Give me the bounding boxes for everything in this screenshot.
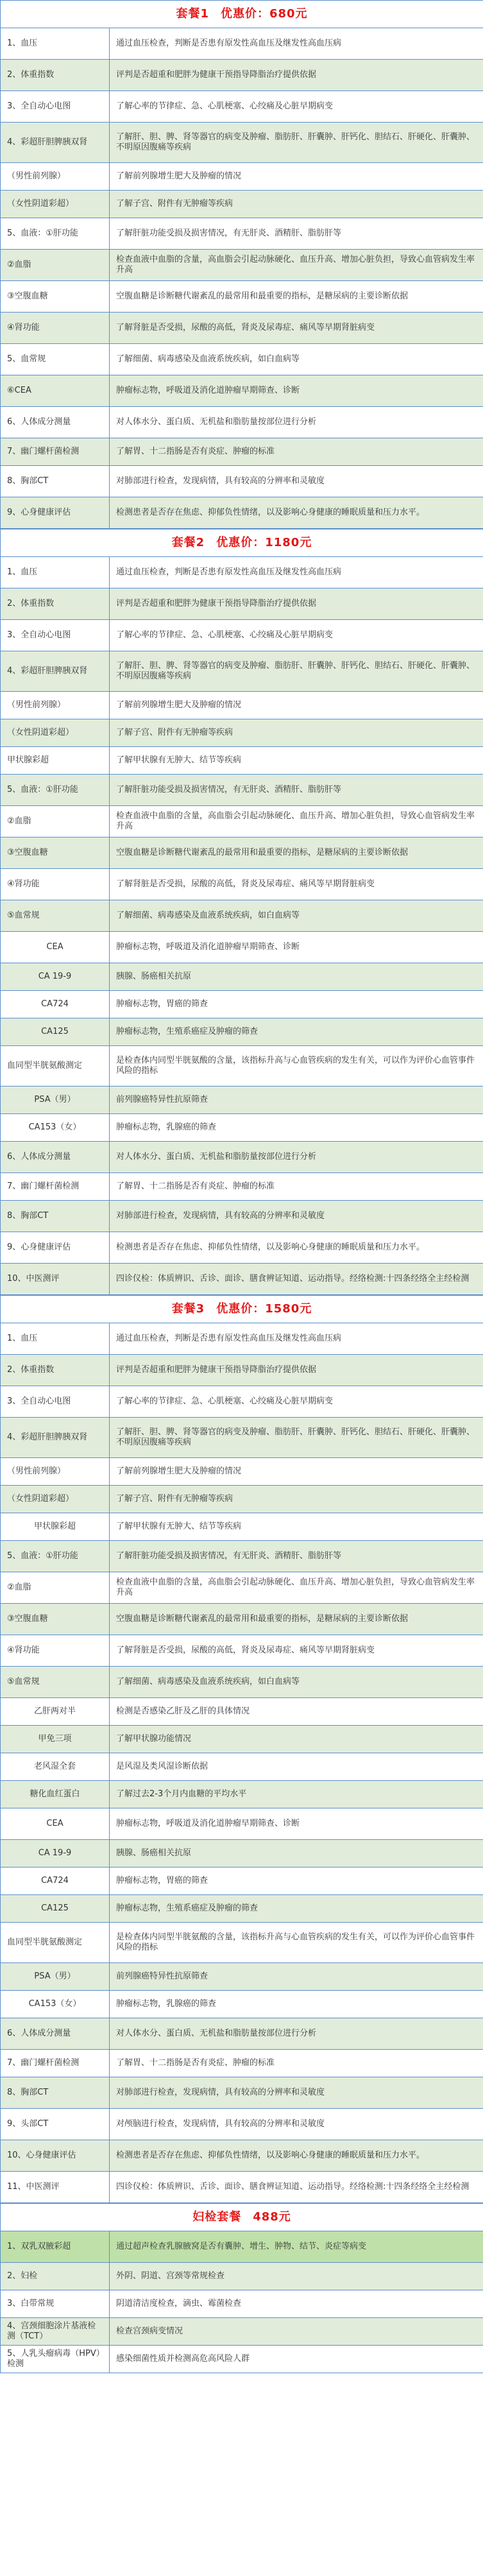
table-row [1,60,483,91]
exam-item-description: 外阴、阴道、宫颈等常规检查 [110,2263,483,2290]
table-row [1,407,483,438]
table-row [1,123,483,163]
exam-item-description: 空腹血糖是诊断糖代谢紊乱的最常用和最重要的指标，是糖尿病的主要诊断依据 [110,281,483,313]
exam-item-description: 肿瘤标志物，胃癌的筛查 [110,991,483,1018]
package-title: 套餐3 [171,1302,205,1316]
exam-item-description: 了解细菌、病毒感染及血液系统疾病，如白血病等 [110,1667,483,1698]
exam-item-name: ④肾功能 [1,1635,110,1667]
exam-item-description: 前列腺癌特异性抗原筛查 [110,1086,483,1114]
exam-item-description: 了解肾脏是否受损，尿酸的高低，肾炎及尿毒症、痛风等早期肾脏病变 [110,869,483,900]
exam-item-description: 了解前列腺增生肥大及肿瘤的情况 [110,1458,483,1486]
exam-item-description: 四诊仪检：体质辨识、舌诊、面诊、膳食辨证知道、运动指导。经络检测:十四条经络全主经检测 [110,1264,483,1295]
exam-item-name: 3、全自动心电图 [1,91,110,123]
exam-item-description: 是检查体内同型半胱氨酸的含量，该指标升高与心血管疾病的发生有关，可以作为评价心血管事件风险的指标 [110,1923,483,1963]
table-row [1,1541,483,1572]
table-row [1,2140,483,2172]
table-row [1,806,483,837]
exam-item-description: 通过超声检查乳腺腋窝是否有囊肿、增生、肿物、结节、炎症等病变 [110,2231,483,2263]
exam-item-name: 7、幽门螺杆菌检测 [1,1173,110,1201]
exam-item-description: 了解子宫、附件有无肿瘤等疾病 [110,1486,483,1513]
exam-item-name: 9、头部CT [1,2109,110,2140]
exam-item-name: CA125 [1,1895,110,1923]
exam-item-name: ②血脂 [1,806,110,837]
exam-item-description: 检查血液中血脂的含量，高血脂会引起动脉硬化、血压升高、增加心脏负担，导致心血管病发生率升高 [110,806,483,837]
exam-item-name: 3、全自动心电图 [1,1386,110,1418]
table-row [1,2290,483,2318]
table-row [1,1086,483,1114]
exam-item-description: 胰腺、肠癌相关抗原 [110,963,483,991]
exam-item-description: 对肺部进行检查，发现病情，具有较高的分辨率和灵敏度 [110,1201,483,1232]
exam-item-name: （男性前列腺） [1,163,110,191]
table-row [1,91,483,123]
exam-item-description: 了解子宫、附件有无肿瘤等疾病 [110,719,483,747]
table-row [1,1264,483,1295]
exam-item-description: 了解胃、十二指肠是否有炎症、肿瘤的标准 [110,1173,483,1201]
package-header [1,1,483,28]
table-row [1,747,483,775]
exam-item-description: 评判是否超重和肥胖为健康干预指导降脂治疗提供依据 [110,60,483,91]
exam-item-description: 评判是否超重和肥胖为健康干预指导降脂治疗提供依据 [110,588,483,620]
exam-item-name: 6、人体成分测量 [1,407,110,438]
table-row [1,1635,483,1667]
table-row [1,191,483,218]
table-row [1,557,483,588]
exam-item-description: 检测患者是否存在焦虑、抑郁负性情绪，以及影响心身健康的睡眠质量和压力水平。 [110,2140,483,2172]
package-price: 优惠价：680元 [220,7,308,21]
package-title-cell [1,1,483,28]
exam-item-description: 了解前列腺增生肥大及肿瘤的情况 [110,163,483,191]
package-title-cell [1,2204,483,2231]
package-header [1,1296,483,1323]
exam-item-name: 血同型半胱氨酸测定 [1,1046,110,1086]
package-title: 套餐2 [171,536,205,549]
table-row [1,588,483,620]
exam-item-description: 前列腺癌特异性抗原筛查 [110,1963,483,1991]
exam-item-name: 9、心身健康评估 [1,1232,110,1264]
table-row [1,900,483,932]
exam-item-description: 了解肾脏是否受损，尿酸的高低，肾炎及尿毒症、痛风等早期肾脏病变 [110,313,483,344]
exam-item-description: 阴道清洁度检查，滴虫、霉菌检查 [110,2290,483,2318]
table-row [1,1667,483,1698]
table-row [1,163,483,191]
table-row [1,1046,483,1086]
table-row [1,1232,483,1264]
exam-item-name: PSA（男） [1,1963,110,1991]
exam-item-description: 对颅脑进行检查，发现病情，具有较高的分辨率和灵敏度 [110,2109,483,2140]
exam-item-name: 2、体重指数 [1,1355,110,1386]
table-row [1,2050,483,2077]
table-row [1,775,483,806]
exam-item-description: 肿瘤标志物，乳腺癌的筛查 [110,1991,483,2018]
package-title-cell [1,1296,483,1323]
exam-item-description: 了解肝脏功能受损及损害情况，有无肝炎、酒精肝、脂肪肝等 [110,218,483,250]
table-row [1,1173,483,1201]
exam-item-description: 肿瘤标志物，生殖系癌症及肿瘤的筛查 [110,1018,483,1046]
table-row [1,1513,483,1541]
exam-item-name: 3、白带常规 [1,2290,110,2318]
exam-item-description: 是风湿及类风湿诊断依据 [110,1753,483,1781]
exam-item-description: 检测患者是否存在焦虑、抑郁负性情绪，以及影响心身健康的睡眠质量和压力水平。 [110,1232,483,1264]
exam-item-description: 四诊仪检：体质辨识、舌诊、面诊、膳食辨证知道、运动指导。经络检测:十四条经络全主经检测 [110,2172,483,2203]
exam-item-name: ⑤血常规 [1,900,110,932]
table-row [1,344,483,375]
package-title: 妇检套餐 [192,2210,242,2224]
exam-item-name: CA153（女） [1,1114,110,1142]
exam-item-name: 11、中医测评 [1,2172,110,2203]
exam-item-name: 8、胸部CT [1,1201,110,1232]
table-row [1,438,483,466]
table-row [1,2231,483,2263]
exam-item-name: ③空腹血糖 [1,1604,110,1635]
exam-item-name: 4、彩超肝胆脾胰双肾 [1,1418,110,1458]
exam-item-name: ③空腹血糖 [1,837,110,869]
exam-item-description: 通过血压检查，判断是否患有原发性高血压及继发性高血压病 [110,28,483,60]
exam-item-description: 了解胃、十二指肠是否有炎症、肿瘤的标准 [110,2050,483,2077]
table-row [1,932,483,963]
exam-item-name: CA 19-9 [1,1840,110,1868]
exam-item-name: ④肾功能 [1,869,110,900]
exam-item-name: 1、血压 [1,28,110,60]
exam-item-name: 5、人乳头瘤病毒（HPV）检测 [1,2346,110,2373]
table-row [1,837,483,869]
exam-item-name: 7、幽门螺杆菌检测 [1,438,110,466]
exam-item-name: 5、血液：①肝功能 [1,218,110,250]
table-row [1,1201,483,1232]
package-price: 优惠价：1180元 [216,536,312,549]
exam-item-description: 检测患者是否存在焦虑、抑郁负性情绪，以及影响心身健康的睡眠质量和压力水平。 [110,497,483,529]
exam-item-description: 对肺部进行检查，发现病情，具有较高的分辨率和灵敏度 [110,2077,483,2109]
table-row [1,2018,483,2050]
table-row [1,2077,483,2109]
table-row [1,963,483,991]
table-row [1,1018,483,1046]
table-row [1,1355,483,1386]
exam-item-description: 空腹血糖是诊断糖代谢紊乱的最常用和最重要的指标，是糖尿病的主要诊断依据 [110,1604,483,1635]
exam-item-description: 空腹血糖是诊断糖代谢紊乱的最常用和最重要的指标，是糖尿病的主要诊断依据 [110,837,483,869]
exam-item-name: 6、人体成分测量 [1,1142,110,1173]
table-row [1,1991,483,2018]
table-row [1,1486,483,1513]
exam-item-name: 8、胸部CT [1,466,110,497]
table-row [1,869,483,900]
table-row [1,1808,483,1840]
exam-item-description: 肿瘤标志物，乳腺癌的筛查 [110,1114,483,1142]
exam-item-description: 了解子宫、附件有无肿瘤等疾病 [110,191,483,218]
table-row [1,1604,483,1635]
package-price: 优惠价：1580元 [216,1302,312,1316]
package-title: 套餐1 [176,7,209,21]
exam-item-name: 2、妇检 [1,2263,110,2290]
exam-item-description: 对人体水分、蛋白质、无机盐和脂肪量按部位进行分析 [110,1142,483,1173]
exam-item-name: PSA（男） [1,1086,110,1114]
exam-item-name: 甲状腺彩超 [1,747,110,775]
exam-item-description: 通过血压检查，判断是否患有原发性高血压及继发性高血压病 [110,1323,483,1355]
exam-item-description: 检测是否感染乙肝及乙肝的具体情况 [110,1698,483,1726]
table-row [1,2109,483,2140]
exam-item-description: 了解过去2-3个月内血糖的平均水平 [110,1781,483,1808]
exam-item-name: CEA [1,1808,110,1840]
table-row [1,218,483,250]
exam-item-description: 是检查体内同型半胱氨酸的含量，该指标升高与心血管疾病的发生有关，可以作为评价心血管事件风险的指标 [110,1046,483,1086]
exam-item-name: CA125 [1,1018,110,1046]
exam-item-description: 了解肝脏功能受损及损害情况，有无肝炎、酒精肝、脂肪肝等 [110,1541,483,1572]
exam-item-name: 10、心身健康评估 [1,2140,110,2172]
exam-item-name: 甲免三项 [1,1726,110,1753]
table-row [1,1323,483,1355]
exam-item-description: 了解甲状腺功能情况 [110,1726,483,1753]
exam-item-description: 肿瘤标志物，胃癌的筛查 [110,1868,483,1895]
table-row [1,1386,483,1418]
exam-item-name: 1、血压 [1,1323,110,1355]
exam-item-description: 了解细菌、病毒感染及血液系统疾病，如白血病等 [110,344,483,375]
exam-item-description: 通过血压检查，判断是否患有原发性高血压及继发性高血压病 [110,557,483,588]
exam-item-name: 4、宫颈细胞涂片基液检测（TCT） [1,2318,110,2346]
exam-item-name: 甲状腺彩超 [1,1513,110,1541]
table-row [1,466,483,497]
exam-item-name: （女性阴道彩超） [1,719,110,747]
package-price: 488元 [253,2210,291,2224]
exam-item-name: （男性前列腺） [1,1458,110,1486]
table-row [1,2172,483,2203]
exam-item-description: 肿瘤标志物，生殖系癌症及肿瘤的筛查 [110,1895,483,1923]
exam-item-description: 胰腺、肠癌相关抗原 [110,1840,483,1868]
exam-item-name: ③空腹血糖 [1,281,110,313]
exam-item-description: 检查血液中血脂的含量，高血脂会引起动脉硬化、血压升高、增加心脏负担，导致心血管病发生率升高 [110,1572,483,1604]
package-table [0,2203,483,2373]
table-row [1,375,483,407]
table-row [1,313,483,344]
table-row [1,991,483,1018]
table-row [1,719,483,747]
exam-item-description: 对肺部进行检查，发现病情，具有较高的分辨率和灵敏度 [110,466,483,497]
table-row [1,2346,483,2373]
package-table [0,1295,483,2203]
exam-item-description: 肿瘤标志物，呼吸道及消化道肿瘤早期筛查、诊断 [110,1808,483,1840]
table-row [1,2318,483,2346]
package-header [1,529,483,557]
exam-item-description: 了解心率的节律症、急、心肌梗塞、心绞痛及心脏早期病变 [110,91,483,123]
exam-item-name: CA153（女） [1,1991,110,2018]
table-row [1,1418,483,1458]
table-row [1,250,483,281]
exam-item-name: ⑤血常规 [1,1667,110,1698]
exam-item-description: 了解心率的节律症、急、心肌梗塞、心绞痛及心脏早期病变 [110,1386,483,1418]
package-header [1,2204,483,2231]
exam-item-name: CEA [1,932,110,963]
exam-item-description: 了解心率的节律症、急、心肌梗塞、心绞痛及心脏早期病变 [110,620,483,651]
table-row [1,1114,483,1142]
table-row [1,1895,483,1923]
exam-item-name: ②血脂 [1,250,110,281]
table-row [1,28,483,60]
exam-item-name: 2、体重指数 [1,588,110,620]
exam-item-name: 9、心身健康评估 [1,497,110,529]
table-row [1,620,483,651]
exam-item-name: 3、全自动心电图 [1,620,110,651]
exam-item-name: 5、血液：①肝功能 [1,775,110,806]
exam-item-name: CA724 [1,1868,110,1895]
exam-item-description: 对人体水分、蛋白质、无机盐和脂肪量按部位进行分析 [110,407,483,438]
table-row [1,1142,483,1173]
package-table [0,529,483,1295]
table-row [1,1726,483,1753]
table-row [1,2263,483,2290]
exam-item-description: 检查血液中血脂的含量，高血脂会引起动脉硬化、血压升高、增加心脏负担，导致心血管病发生率升高 [110,250,483,281]
table-row [1,1923,483,1963]
exam-item-name: CA 19-9 [1,963,110,991]
table-row [1,1781,483,1808]
exam-item-name: 糖化血红蛋白 [1,1781,110,1808]
exam-item-description: 肿瘤标志物，呼吸道及消化道肿瘤早期筛查、诊断 [110,932,483,963]
exam-item-description: 对人体水分、蛋白质、无机盐和脂肪量按部位进行分析 [110,2018,483,2050]
exam-item-name: 6、人体成分测量 [1,2018,110,2050]
exam-item-description: 肿瘤标志物，呼吸道及消化道肿瘤早期筛查、诊断 [110,375,483,407]
table-row [1,1868,483,1895]
exam-item-name: 2、体重指数 [1,60,110,91]
exam-item-description: 感染细菌性质并检测高危高风险人群 [110,2346,483,2373]
exam-item-description: 了解肝脏功能受损及损害情况，有无肝炎、酒精肝、脂肪肝等 [110,775,483,806]
table-row [1,1698,483,1726]
exam-item-name: 8、胸部CT [1,2077,110,2109]
exam-item-description: 了解前列腺增生肥大及肿瘤的情况 [110,692,483,719]
exam-item-name: ⑥CEA [1,375,110,407]
exam-item-description: 评判是否超重和肥胖为健康干预指导降脂治疗提供依据 [110,1355,483,1386]
table-row [1,1963,483,1991]
exam-item-description: 了解细菌、病毒感染及血液系统疾病，如白血病等 [110,900,483,932]
exam-item-name: 4、彩超肝胆脾胰双肾 [1,651,110,692]
exam-item-name: 7、幽门螺杆菌检测 [1,2050,110,2077]
exam-item-name: 血同型半胱氨酸测定 [1,1923,110,1963]
exam-item-description: 了解肝、胆、脾、肾等器官的病变及肿瘤、脂肪肝、肝囊肿、肝钙化、胆结石、肝硬化、肝囊肿、不明原因腹痛等疾病 [110,651,483,692]
exam-item-name: 1、双乳双腋彩超 [1,2231,110,2263]
exam-item-name: ②血脂 [1,1572,110,1604]
exam-item-description: 了解甲状腺有无肿大、结节等疾病 [110,747,483,775]
exam-item-description: 了解胃、十二指肠是否有炎症、肿瘤的标准 [110,438,483,466]
exam-item-name: ④肾功能 [1,313,110,344]
exam-item-name: （女性阴道彩超） [1,1486,110,1513]
table-row [1,1840,483,1868]
exam-item-name: CA724 [1,991,110,1018]
exam-item-name: 5、血液：①肝功能 [1,1541,110,1572]
exam-item-description: 了解肝、胆、脾、肾等器官的病变及肿瘤、脂肪肝、肝囊肿、肝钙化、胆结石、肝硬化、肝囊肿、不明原因腹痛等疾病 [110,1418,483,1458]
table-row [1,651,483,692]
table-row [1,1753,483,1781]
table-row [1,281,483,313]
exam-item-name: 5、血常规 [1,344,110,375]
exam-item-name: 4、彩超肝胆脾胰双肾 [1,123,110,163]
package-table [0,0,483,529]
table-row [1,497,483,529]
exam-item-description: 了解肾脏是否受损，尿酸的高低，肾炎及尿毒症、痛风等早期肾脏病变 [110,1635,483,1667]
table-row [1,692,483,719]
exam-item-description: 检查宫颈病变情况 [110,2318,483,2346]
exam-item-name: 乙肝两对半 [1,1698,110,1726]
exam-item-description: 了解甲状腺有无肿大、结节等疾病 [110,1513,483,1541]
exam-item-name: （男性前列腺） [1,692,110,719]
exam-item-name: 10、中医测评 [1,1264,110,1295]
table-row [1,1572,483,1604]
exam-item-description: 了解肝、胆、脾、肾等器官的病变及肿瘤、脂肪肝、肝囊肿、肝钙化、胆结石、肝硬化、肝囊肿、不明原因腹痛等疾病 [110,123,483,163]
package-title-cell [1,529,483,557]
exam-item-name: （女性阴道彩超） [1,191,110,218]
exam-item-name: 老风湿全套 [1,1753,110,1781]
table-row [1,1458,483,1486]
exam-item-name: 1、血压 [1,557,110,588]
